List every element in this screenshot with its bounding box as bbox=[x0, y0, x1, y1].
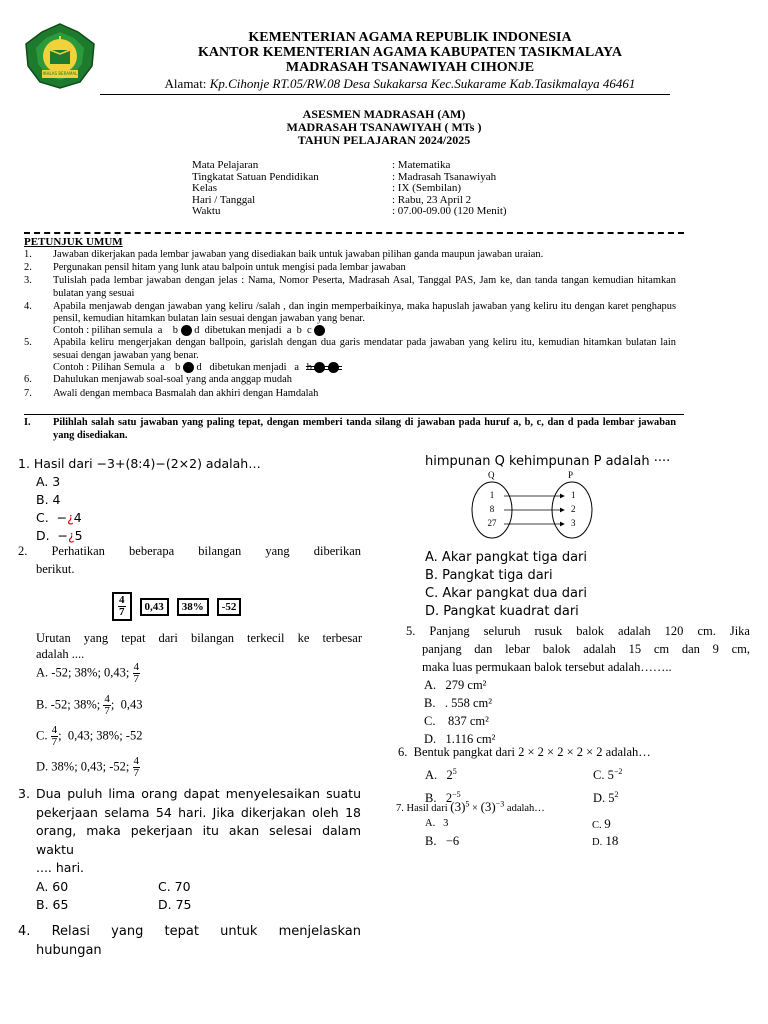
fraction-numerator: 4 bbox=[119, 594, 125, 606]
info-key: Kelas bbox=[192, 182, 218, 194]
instruction-text: Apabila menjawab dengan jawaban yang keliru /salah , dan ingin memperbaikinya, maka hapuslah jawaban yang keliru itu dengan karet penghapus pensil, kemudian hitamkan bulatan lain sesuai dengan jawaban yang benar. bbox=[53, 300, 676, 325]
fraction-denominator: 7 bbox=[104, 705, 110, 717]
exam-title-1: ASESMEN MADRASAH (AM) bbox=[302, 107, 466, 121]
option-value: 18 bbox=[605, 833, 619, 848]
fraction-denominator: 7 bbox=[51, 736, 58, 748]
instruction-number: 6. bbox=[24, 374, 32, 386]
fraction-denominator: 7 bbox=[133, 767, 140, 779]
option-b[interactable]: B. . 558 cm² bbox=[424, 696, 492, 710]
instruction-example bbox=[24, 362, 676, 374]
question-stem: pekerjaan selama 54 hari. Jika dikerjakan oleh 18 bbox=[36, 804, 361, 820]
garbled-glyph: ¿ bbox=[68, 528, 75, 543]
power-base: 5 bbox=[608, 791, 615, 806]
number-box: -52 bbox=[217, 598, 242, 616]
info-value: : Madrasah Tsanawiyah bbox=[392, 170, 497, 183]
power-exponent: 5 bbox=[465, 799, 470, 809]
option-text: A. -52; 38%; 0,43; bbox=[36, 665, 130, 680]
set-p-label: P bbox=[568, 470, 574, 480]
info-key: Mata Pelajaran bbox=[192, 159, 259, 171]
info-value: : IX (Sembilan) bbox=[392, 182, 462, 194]
option-letter: A. bbox=[425, 768, 438, 783]
question-4-options bbox=[425, 549, 587, 621]
info-row bbox=[192, 160, 507, 172]
info-value: : 07.00-09.00 (120 Menit) bbox=[392, 205, 507, 217]
filled-bubble-icon bbox=[183, 362, 194, 373]
instruction-number: 7. bbox=[24, 388, 32, 400]
question-2 bbox=[18, 542, 361, 578]
option-c[interactable] bbox=[18, 509, 261, 527]
example-text: d dibetukan menjadi a b bbox=[196, 361, 312, 373]
question-stem: .... hari. bbox=[36, 860, 85, 875]
option-a[interactable]: A. Akar pangkat tiga dari bbox=[425, 550, 588, 565]
question-3 bbox=[18, 785, 361, 915]
power-exponent: 5 bbox=[452, 767, 457, 776]
question-stem: 2. Perhatikan beberapa bilangan yang diberikan bbox=[18, 544, 361, 558]
power-base: (3) bbox=[480, 799, 496, 814]
address-text: Kp.Cihonje RT.05/RW.08 Desa Sukakarsa Kec.Sukarame Kab.Tasikmalaya 46461 bbox=[209, 76, 636, 91]
info-row bbox=[192, 206, 507, 218]
question-1 bbox=[18, 455, 261, 545]
filled-bubble-icon bbox=[181, 325, 192, 336]
question-stem: 3. Dua puluh lima orang dapat menyelesaikan suatu bbox=[18, 786, 361, 801]
instruction-number: 2. bbox=[24, 262, 32, 274]
info-key: Waktu bbox=[192, 205, 221, 217]
question-stem: 6. Bentuk pangkat dari 2 × 2 × 2 × 2 × 2 adalah… bbox=[398, 745, 651, 759]
instruction-number: 4. bbox=[24, 300, 32, 312]
info-key: Hari / Tanggal bbox=[192, 193, 256, 206]
fraction-numerator: 4 bbox=[133, 755, 140, 767]
option-a[interactable] bbox=[425, 762, 593, 785]
exam-title-2: MADRASAH TSANAWIYAH ( MTs ) bbox=[286, 120, 482, 134]
power-exponent: −3 bbox=[495, 799, 505, 809]
fraction-numerator: 4 bbox=[51, 724, 58, 736]
question-2-prompt bbox=[36, 630, 362, 662]
address bbox=[100, 76, 700, 92]
option-d[interactable] bbox=[593, 785, 619, 808]
instruction-item bbox=[24, 301, 676, 325]
dashed-divider bbox=[24, 232, 684, 234]
option-c[interactable]: C. Akar pangkat dua dari bbox=[425, 586, 587, 601]
instruction-text: Awali dengan membaca Basmalah dan akhiri dengan Hamdalah bbox=[53, 388, 319, 400]
question-7-options-row2 bbox=[425, 833, 665, 851]
fraction-denominator: 7 bbox=[133, 673, 140, 685]
fraction-denominator: 7 bbox=[119, 606, 125, 618]
option-d-value: 5 bbox=[74, 528, 83, 543]
section-instruction bbox=[24, 417, 676, 442]
option-d-prefix: D. − bbox=[36, 528, 69, 543]
option-c[interactable] bbox=[593, 762, 622, 785]
instruction-item bbox=[24, 249, 676, 261]
set-q-label: Q bbox=[488, 470, 495, 480]
option-c[interactable]: C. 70 bbox=[158, 878, 191, 894]
instruction-item bbox=[24, 262, 676, 274]
fraction-numerator: 4 bbox=[133, 661, 140, 673]
header-line-2: KANTOR KEMENTERIAN AGAMA KABUPATEN TASIKMALAYA bbox=[198, 45, 622, 60]
instruction-number: 3. bbox=[24, 275, 32, 287]
question-stem: 4. Relasi yang tepat untuk menjelaskan bbox=[18, 924, 361, 939]
section-text: Pilihlah salah satu jawaban yang paling tepat, dengan memberi tanda silang di jawaban pada huruf a, b, c, dan d pada lembar jawaban yang disediakan. bbox=[53, 417, 676, 441]
question-stem: 7. Hasil dari bbox=[396, 803, 448, 814]
example-text: Contoh : Pilihan Semula a b bbox=[53, 361, 181, 373]
option-d[interactable] bbox=[36, 756, 140, 779]
instruction-text: Apabila keliru mengerjakan dengan ballpoin, garislah dengan dua garis mendatar pada jawaban yang keliru itu, kemudian hitamkan bulatan lain sesuai dengan jawaban yang benar. bbox=[53, 337, 676, 361]
example-text: Contoh : pilihan semula a b bbox=[53, 325, 178, 337]
info-value: : Matematika bbox=[392, 159, 451, 171]
info-row bbox=[192, 183, 507, 195]
option-text: ; 0,43; 38%; -52 bbox=[58, 728, 143, 743]
header-line-1: KEMENTERIAN AGAMA REPUBLIK INDONESIA bbox=[248, 30, 572, 45]
set-p-value: 1 bbox=[571, 490, 576, 500]
power-base: (3) bbox=[450, 799, 466, 814]
option-a[interactable]: A. 3 bbox=[425, 818, 449, 829]
info-key: Tingkatat Satuan Pendidikan bbox=[192, 170, 319, 183]
filled-bubble-icon bbox=[314, 325, 325, 336]
relation-diagram bbox=[470, 470, 610, 540]
power-base: 5 bbox=[607, 768, 614, 783]
instruction-text: Tulislah pada lembar jawaban dengan jelas : Nama, Nomor Peserta, Madrasah Asal, Tanggal PAS, Jam ke, dan tanda tangan kemudian hitamkan bulatan yang sesuai bbox=[53, 275, 676, 299]
info-value: : Rabu, 23 April 2 bbox=[392, 193, 472, 206]
logo-banner-text: IKHLAS BERAMAL bbox=[42, 71, 78, 76]
option-c-value: 4 bbox=[73, 510, 82, 525]
option-d[interactable]: D. Pangkat kuadrat dari bbox=[425, 604, 579, 619]
option-d[interactable]: D. 75 bbox=[158, 897, 192, 912]
question-stem: adalah… bbox=[506, 803, 545, 814]
question-stem: maka luas permukaan balok tersebut adalah…….. bbox=[422, 660, 672, 674]
header-divider bbox=[100, 94, 670, 95]
option-a[interactable]: A. 60 bbox=[36, 878, 69, 894]
madrasah-logo bbox=[20, 22, 100, 90]
garbled-glyph: ¿ bbox=[67, 510, 74, 525]
option-a[interactable] bbox=[36, 662, 140, 685]
question-stem: berikut. bbox=[36, 562, 75, 576]
option-text: ; 0,43 bbox=[110, 697, 143, 712]
power-base: 2 bbox=[445, 791, 453, 806]
address-label: Alamat: bbox=[164, 76, 207, 91]
number-box: 0,43 bbox=[140, 598, 169, 616]
option-c[interactable] bbox=[36, 725, 142, 748]
question-7 bbox=[396, 799, 545, 815]
question-5 bbox=[406, 622, 750, 748]
option-text: D. 38%; 0,43; -52; bbox=[36, 759, 130, 774]
instruction-list bbox=[24, 249, 676, 400]
option-b[interactable]: B. Pangkat tiga dari bbox=[425, 568, 553, 583]
option-letter: C. bbox=[592, 820, 602, 831]
option-b[interactable]: B. −6 bbox=[425, 834, 460, 848]
question-stem: Urutan yang tepat dari bilangan terkecil ke terbesar bbox=[36, 631, 362, 645]
question-7-options bbox=[425, 817, 665, 833]
option-c[interactable] bbox=[592, 817, 611, 833]
option-b[interactable]: B. 4 bbox=[36, 492, 61, 507]
question-4-continued: himpunan Q kehimpunan P adalah ···· bbox=[425, 454, 671, 469]
set-q-value: 27 bbox=[487, 518, 497, 528]
fraction-numerator: 4 bbox=[104, 693, 110, 705]
number-box: 38% bbox=[177, 598, 209, 616]
option-a[interactable]: A. 279 cm² bbox=[424, 678, 487, 692]
number-boxes bbox=[112, 592, 249, 621]
question-stem: 1. Hasil dari −3+(8:4)−(2×2) adalah… bbox=[18, 456, 261, 471]
section-divider bbox=[24, 414, 684, 415]
times-symbol: × bbox=[472, 803, 478, 814]
power-base: 2 bbox=[446, 768, 453, 783]
option-letter: D. bbox=[592, 837, 603, 848]
instruction-text: Jawaban dikerjakan pada lembar jawaban yang disediakan baik untuk jawaban pilihan ganda maupun jawaban uraian. bbox=[53, 249, 544, 260]
struck-bubble-icon bbox=[312, 362, 342, 373]
question-stem: adalah .... bbox=[36, 647, 85, 661]
option-c[interactable]: C. 837 cm² bbox=[424, 714, 489, 728]
instruction-item bbox=[24, 374, 676, 386]
option-b[interactable]: B. 65 bbox=[36, 897, 69, 912]
option-text: C. bbox=[36, 728, 48, 743]
question-6 bbox=[398, 743, 651, 761]
set-p-value: 3 bbox=[571, 518, 576, 528]
set-q-value: 1 bbox=[489, 490, 495, 500]
option-letter: D. bbox=[593, 791, 606, 806]
option-text: B. -52; 38%; bbox=[36, 697, 101, 712]
set-q-value: 8 bbox=[489, 504, 495, 514]
question-stem: orang, maka pekerjaan itu akan selesai dalam waktu bbox=[36, 823, 361, 857]
option-d[interactable]: D. 1.116 cm² bbox=[424, 732, 496, 746]
petunjuk-title: PETUNJUK UMUM bbox=[24, 236, 123, 248]
question-stem: panjang dan lebar balok adalah 15 cm dan 9 cm, bbox=[422, 642, 750, 656]
instruction-text: Dahulukan menjawab soal-soal yang anda anggap mudah bbox=[53, 374, 292, 386]
instruction-item bbox=[24, 275, 676, 299]
option-a[interactable]: A. 3 bbox=[36, 474, 61, 489]
option-letter: B. bbox=[425, 791, 437, 806]
option-letter: C. bbox=[593, 768, 605, 783]
instruction-item bbox=[24, 337, 676, 361]
power-exponent: −5 bbox=[452, 790, 461, 800]
instruction-number: 1. bbox=[24, 249, 32, 260]
question-stem: hubungan bbox=[36, 943, 102, 958]
fraction-box bbox=[112, 592, 132, 621]
instruction-number: 5. bbox=[24, 337, 32, 349]
section-number: I. bbox=[24, 417, 31, 428]
set-p-value: 2 bbox=[571, 504, 576, 514]
instruction-item bbox=[24, 388, 676, 400]
power-exponent: −2 bbox=[613, 767, 623, 776]
option-c-prefix: C. − bbox=[36, 510, 68, 525]
question-stem: 5. Panjang seluruh rusuk balok adalah 120 cm. Jika bbox=[406, 624, 750, 638]
header-line-3: MADRASAH TSANAWIYAH CIHONJE bbox=[285, 60, 535, 75]
option-b[interactable] bbox=[36, 694, 142, 717]
exam-title-3: TAHUN PELAJARAN 2024/2025 bbox=[297, 133, 471, 147]
example-text: d dibetukan menjadi a b c bbox=[194, 325, 312, 337]
question-4 bbox=[18, 922, 361, 960]
option-d[interactable] bbox=[592, 833, 618, 851]
instruction-text: Pergunakan pensil hitam yang lunk atau balpoin untuk mengisi pada lembar jawaban bbox=[53, 262, 406, 274]
power-exponent: 2 bbox=[614, 790, 619, 800]
instruction-example bbox=[24, 325, 676, 337]
exam-info-table bbox=[192, 160, 507, 218]
option-value: 9 bbox=[604, 816, 611, 831]
